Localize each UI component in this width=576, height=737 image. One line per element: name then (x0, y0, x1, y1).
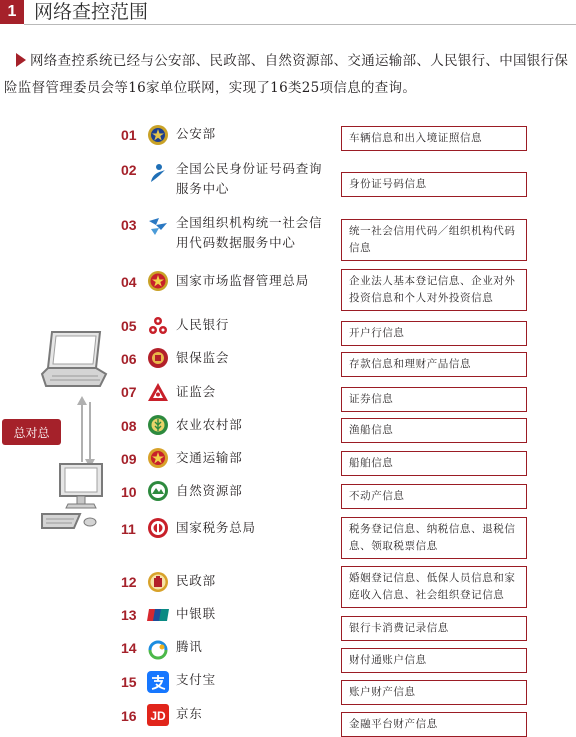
info-box: 企业法人基本登记信息、企业对外投资信息和个人对外投资信息 (341, 269, 527, 311)
info-box: 金融平台财产信息 (341, 712, 527, 737)
item-number: 08 (121, 418, 137, 434)
csrc-logo-icon (147, 381, 169, 403)
item-number: 02 (121, 162, 137, 178)
desktop-computer-icon (40, 462, 110, 532)
agriculture-emblem-icon (147, 414, 169, 436)
item-name: 自然资源部 (176, 483, 243, 498)
info-box: 统一社会信用代码／组织机构代码信息 (341, 219, 527, 261)
info-box: 银行卡消费记录信息 (341, 616, 527, 641)
section-title: 网络查控范围 (34, 1, 149, 23)
alipay-logo-icon (147, 671, 169, 693)
tax-emblem-icon (147, 517, 169, 539)
item-number: 11 (121, 521, 136, 537)
item-number: 15 (121, 674, 137, 690)
pboc-logo-icon (147, 315, 169, 337)
laptop-icon (40, 330, 110, 390)
info-box: 财付通账户信息 (341, 648, 527, 673)
info-box: 婚姻登记信息、低保人员信息和家庭收入信息、社会组织登记信息 (341, 566, 527, 608)
item-name: 人民银行 (176, 317, 230, 332)
intro-text: 网络查控系统已经与公安部、民政部、自然资源部、交通运输部、人民银行、中国银行保险监督管理委员会等16家单位联网，实现了16类25项信息的查询。 (4, 53, 569, 96)
item-number: 14 (121, 640, 137, 656)
item-number: 07 (121, 384, 137, 400)
item-name: 民政部 (176, 573, 216, 588)
info-box: 身份证号码信息 (341, 172, 527, 197)
header-divider (24, 24, 576, 25)
transport-emblem-icon (147, 447, 169, 469)
unionpay-logo-icon (147, 604, 169, 626)
item-name: 支付宝 (176, 672, 216, 687)
civil-affairs-emblem-icon (147, 571, 169, 593)
item-name: 中银联 (176, 606, 216, 621)
item-number: 12 (121, 574, 137, 590)
item-name: 国家税务总局 (176, 520, 256, 535)
police-emblem-icon (147, 124, 169, 146)
item-number: 05 (121, 318, 137, 334)
total-to-total-badge: 总对总 (2, 419, 61, 445)
info-box: 证券信息 (341, 387, 527, 412)
item-name: 全国组织机构统一社会信用代码数据服务中心 (176, 215, 323, 250)
market-regulation-emblem-icon (147, 270, 169, 292)
item-name: 京东 (176, 706, 203, 721)
info-box: 不动产信息 (341, 484, 527, 509)
intro-paragraph (4, 48, 574, 102)
item-number: 04 (121, 274, 137, 290)
item-name: 公安部 (176, 126, 216, 141)
info-box: 账户财产信息 (341, 680, 527, 705)
item-name: 交通运输部 (176, 450, 243, 465)
triangle-bullet-icon (16, 53, 26, 67)
item-number: 03 (121, 217, 137, 233)
info-box: 存款信息和理财产品信息 (341, 352, 527, 377)
item-number: 01 (121, 127, 137, 143)
item-name: 全国公民身份证号码查询服务中心 (176, 161, 323, 196)
info-box: 开户行信息 (341, 321, 527, 346)
info-box: 车辆信息和出入境证照信息 (341, 126, 527, 151)
item-name: 农业农村部 (176, 417, 243, 432)
svg-text:JD: JD (150, 709, 166, 723)
bidirectional-arrows-icon (76, 396, 96, 468)
item-number: 16 (121, 708, 137, 724)
cbirc-logo-icon (147, 347, 169, 369)
info-box: 船舶信息 (341, 451, 527, 476)
natural-resources-emblem-icon (147, 480, 169, 502)
info-box: 渔船信息 (341, 418, 527, 443)
section-header (0, 0, 576, 26)
item-name: 证监会 (176, 384, 216, 399)
credit-code-logo-icon (147, 215, 169, 237)
item-name: 银保监会 (176, 350, 230, 365)
item-number: 09 (121, 451, 137, 467)
item-name: 腾讯 (176, 639, 203, 654)
item-number: 06 (121, 351, 137, 367)
section-number: 1 (0, 0, 24, 24)
item-number: 10 (121, 484, 137, 500)
info-box: 税务登记信息、纳税信息、退税信息、领取税票信息 (341, 517, 527, 559)
jd-logo-icon (147, 704, 169, 726)
id-center-logo-icon (147, 162, 169, 184)
item-number: 13 (121, 607, 137, 623)
item-name: 国家市场监督管理总局 (176, 273, 310, 288)
tencent-logo-icon (147, 639, 169, 661)
